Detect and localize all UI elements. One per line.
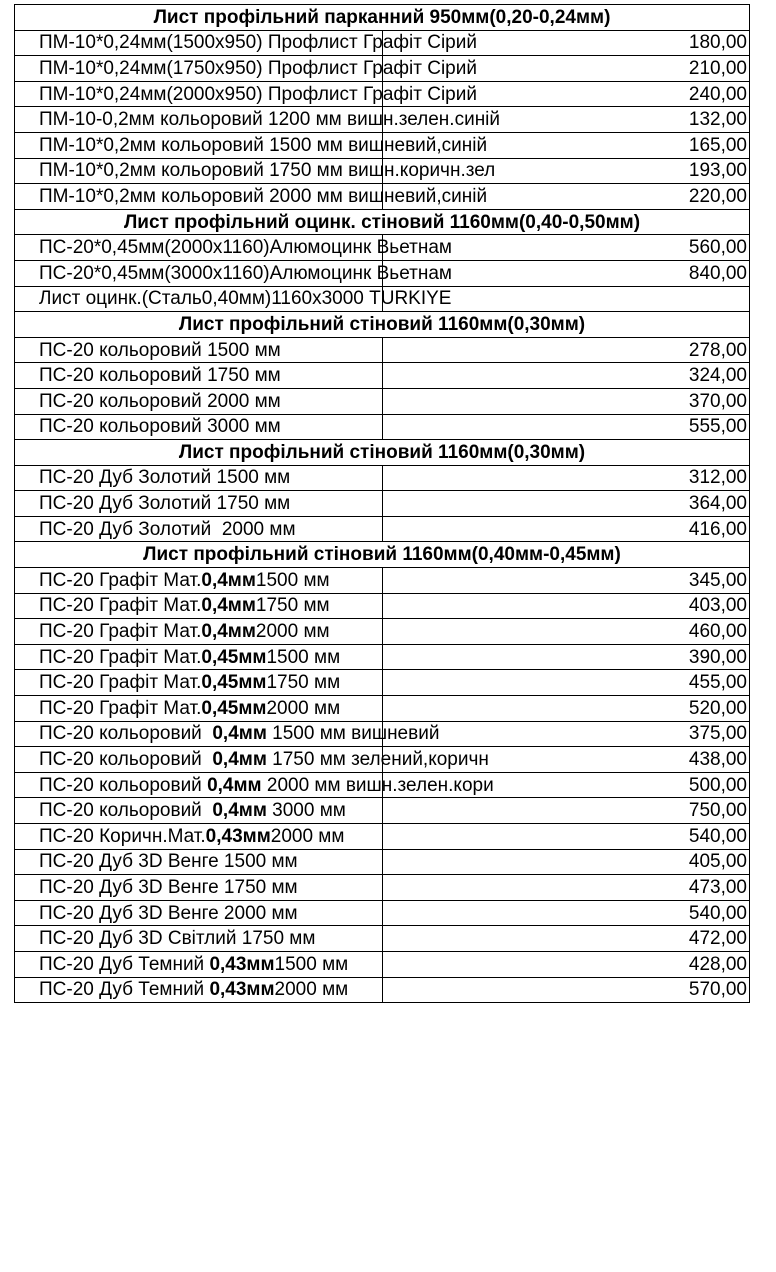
product-name-cell bbox=[15, 644, 383, 670]
table-row bbox=[15, 875, 750, 901]
product-name-text: 1500 мм вишневий bbox=[266, 723, 440, 745]
product-name-cell bbox=[15, 900, 383, 926]
table-row bbox=[15, 926, 750, 952]
product-thickness: 0,4мм bbox=[201, 621, 256, 643]
product-name-cell bbox=[15, 363, 383, 389]
product-name-cell bbox=[15, 696, 383, 722]
section-heading: Лист профільний парканний 950мм(0,20-0,24мм) bbox=[15, 5, 750, 31]
section-heading: Лист профільний стіновий 1160мм(0,40мм-0,45мм) bbox=[15, 542, 750, 568]
table-row bbox=[15, 670, 750, 696]
table-row bbox=[15, 491, 750, 517]
product-name-text: 2000 мм bbox=[270, 825, 345, 847]
product-name-cell bbox=[15, 772, 494, 798]
product-name-cell bbox=[15, 235, 452, 261]
table-row bbox=[15, 593, 750, 619]
product-name-text: ПС-20 Дуб Темний bbox=[39, 979, 210, 1001]
product-name-text: Лист оцинк.(Сталь0,40мм)1160х3000 TURKIYE bbox=[39, 288, 452, 310]
table-row bbox=[15, 465, 750, 491]
table-row bbox=[15, 107, 750, 133]
product-thickness: 0,4мм bbox=[207, 774, 262, 796]
product-thickness: 0,43мм bbox=[209, 953, 275, 975]
product-name-cell bbox=[15, 414, 383, 440]
section-heading-row bbox=[15, 440, 750, 466]
table-row bbox=[15, 798, 750, 824]
product-price-cell: 278,00 bbox=[382, 337, 750, 363]
table-row bbox=[15, 363, 750, 389]
product-name-text: ПМ-10*0,24мм(1750х950) Профлист Графіт Сірий bbox=[39, 57, 477, 79]
product-name-cell bbox=[15, 516, 383, 542]
product-name-text: ПС-20 кольоровий bbox=[39, 749, 213, 771]
product-name-text: ПМ-10*0,24мм(2000х950) Профлист Графіт Сірий bbox=[39, 83, 477, 105]
product-thickness: 0,4мм bbox=[212, 800, 267, 822]
product-name-text: ПС-20 Дуб 3D Венге 1500 мм bbox=[39, 851, 298, 873]
product-thickness: 0,4мм bbox=[212, 749, 267, 771]
product-price-cell: 540,00 bbox=[382, 824, 750, 850]
product-price-cell: 560,00 bbox=[382, 235, 750, 261]
product-name-text: ПС-20 кольоровий bbox=[39, 723, 213, 745]
product-name-cell bbox=[15, 337, 383, 363]
product-thickness: 0,4мм bbox=[201, 595, 256, 617]
product-price-cell: 370,00 bbox=[382, 388, 750, 414]
product-name-text: ПС-20 кольоровий bbox=[39, 800, 213, 822]
product-price-cell: 390,00 bbox=[382, 644, 750, 670]
table-row bbox=[15, 260, 750, 286]
product-name-text: 2000 мм вишн.зелен.кори bbox=[261, 774, 494, 796]
product-name-cell bbox=[15, 184, 488, 210]
table-row bbox=[15, 849, 750, 875]
section-heading: Лист профільний оцинк. стіновий 1160мм(0,40-0,50мм) bbox=[15, 209, 750, 235]
product-name-cell bbox=[15, 926, 383, 952]
product-price-cell: 324,00 bbox=[382, 363, 750, 389]
table-row bbox=[15, 337, 750, 363]
product-name-cell bbox=[15, 388, 383, 414]
table-row bbox=[15, 286, 750, 312]
product-price-cell: 416,00 bbox=[382, 516, 750, 542]
product-price-cell: 364,00 bbox=[382, 491, 750, 517]
product-name-cell bbox=[15, 747, 489, 773]
table-row bbox=[15, 81, 750, 107]
table-row bbox=[15, 696, 750, 722]
product-name-text: ПС-20 Дуб Золотий 2000 мм bbox=[39, 518, 296, 540]
product-name-cell bbox=[15, 286, 452, 312]
section-heading-row bbox=[15, 542, 750, 568]
table-row bbox=[15, 414, 750, 440]
product-price-cell: 840,00 bbox=[382, 260, 750, 286]
product-name-cell bbox=[15, 81, 477, 107]
product-thickness: 0,4мм bbox=[201, 569, 256, 591]
table-row bbox=[15, 30, 750, 56]
section-heading-row bbox=[15, 209, 750, 235]
table-row bbox=[15, 900, 750, 926]
table-row bbox=[15, 56, 750, 82]
product-price-cell: 312,00 bbox=[382, 465, 750, 491]
product-name-cell bbox=[15, 56, 477, 82]
product-price-cell: 403,00 bbox=[382, 593, 750, 619]
product-price-cell: 165,00 bbox=[382, 132, 750, 158]
product-price-cell: 555,00 bbox=[382, 414, 750, 440]
table-row bbox=[15, 516, 750, 542]
product-price-cell: 132,00 bbox=[382, 107, 750, 133]
table-row bbox=[15, 184, 750, 210]
table-row bbox=[15, 644, 750, 670]
section-heading: Лист профільний стіновий 1160мм(0,30мм) bbox=[15, 440, 750, 466]
product-price-cell: 438,00 bbox=[382, 747, 750, 773]
product-name-cell bbox=[15, 951, 383, 977]
product-name-text: ПС-20 Графіт Мат. bbox=[39, 646, 202, 668]
product-name-text: ПМ-10*0,24мм(1500х950) Профлист Графіт Сірий bbox=[39, 32, 477, 54]
product-name-text: 1500 мм bbox=[274, 953, 349, 975]
product-name-text: ПС-20 Дуб 3D Світлий 1750 мм bbox=[39, 928, 316, 950]
product-price-cell: 455,00 bbox=[382, 670, 750, 696]
product-name-cell bbox=[15, 619, 383, 645]
product-name-text: ПМ-10*0,2мм кольоровий 1500 мм вишневий,синій bbox=[39, 134, 488, 156]
product-name-cell bbox=[15, 977, 383, 1003]
product-name-text: ПС-20 кольоровий bbox=[39, 774, 208, 796]
table-row bbox=[15, 388, 750, 414]
product-name-cell bbox=[15, 875, 383, 901]
product-name-text: ПС-20 Графіт Мат. bbox=[39, 595, 202, 617]
product-price-cell: 220,00 bbox=[382, 184, 750, 210]
product-thickness: 0,45мм bbox=[201, 697, 267, 719]
product-price-cell: 540,00 bbox=[382, 900, 750, 926]
product-price-cell: 180,00 bbox=[382, 30, 750, 56]
table-row bbox=[15, 747, 750, 773]
product-price-cell: 460,00 bbox=[382, 619, 750, 645]
table-row bbox=[15, 132, 750, 158]
product-name-cell bbox=[15, 824, 383, 850]
product-price-cell: 500,00 bbox=[382, 772, 750, 798]
product-name-text: 2000 мм bbox=[266, 697, 341, 719]
table-row bbox=[15, 977, 750, 1003]
product-name-text: ПМ-10-0,2мм кольоровий 1200 мм вишн.зелен.синій bbox=[39, 109, 501, 131]
product-name-cell bbox=[15, 798, 383, 824]
table-row bbox=[15, 721, 750, 747]
product-name-text: ПС-20 Графіт Мат. bbox=[39, 621, 202, 643]
product-thickness: 0,43мм bbox=[209, 979, 275, 1001]
product-name-cell bbox=[15, 491, 383, 517]
product-price-cell: 473,00 bbox=[382, 875, 750, 901]
product-name-text: ПС-20 Дуб Золотий 1750 мм bbox=[39, 493, 291, 515]
product-name-cell bbox=[15, 107, 501, 133]
price-list-body bbox=[15, 5, 750, 1003]
product-name-text: ПС-20 Графіт Мат. bbox=[39, 697, 202, 719]
product-price-cell: 428,00 bbox=[382, 951, 750, 977]
product-name-text: 1500 мм bbox=[266, 646, 341, 668]
product-name-text: 1750 мм bbox=[266, 672, 341, 694]
product-name-text: ПС-20 кольоровий 1750 мм bbox=[39, 365, 281, 387]
table-row bbox=[15, 824, 750, 850]
product-name-text: ПС-20 Дуб Золотий 1500 мм bbox=[39, 467, 291, 489]
section-heading-row bbox=[15, 312, 750, 338]
price-list-table bbox=[14, 4, 750, 1003]
product-name-cell bbox=[15, 849, 383, 875]
table-row bbox=[15, 772, 750, 798]
product-name-cell bbox=[15, 593, 383, 619]
section-heading: Лист профільний стіновий 1160мм(0,30мм) bbox=[15, 312, 750, 338]
product-name-cell bbox=[15, 132, 488, 158]
product-name-text: ПС-20 Коричн.Мат. bbox=[39, 825, 206, 847]
product-name-cell bbox=[15, 568, 383, 594]
product-name-text: ПС-20 кольоровий 2000 мм bbox=[39, 390, 281, 412]
product-name-text: ПС-20 Дуб 3D Венге 2000 мм bbox=[39, 902, 298, 924]
product-price-cell: 520,00 bbox=[382, 696, 750, 722]
table-row bbox=[15, 619, 750, 645]
table-row bbox=[15, 158, 750, 184]
product-price-cell: 193,00 bbox=[382, 158, 750, 184]
product-price-cell: 405,00 bbox=[382, 849, 750, 875]
product-price-cell: 240,00 bbox=[382, 81, 750, 107]
product-name-text: 2000 мм bbox=[255, 621, 330, 643]
product-name-text: ПС-20 Графіт Мат. bbox=[39, 569, 202, 591]
table-row bbox=[15, 568, 750, 594]
table-row bbox=[15, 951, 750, 977]
product-name-cell bbox=[15, 465, 383, 491]
section-heading-row bbox=[15, 5, 750, 31]
product-name-cell bbox=[15, 670, 383, 696]
product-price-cell: 750,00 bbox=[382, 798, 750, 824]
product-price-cell: 570,00 bbox=[382, 977, 750, 1003]
product-price-cell: 210,00 bbox=[382, 56, 750, 82]
product-name-cell bbox=[15, 721, 440, 747]
product-thickness: 0,45мм bbox=[201, 672, 267, 694]
product-name-text: ПС-20 Дуб 3D Венге 1750 мм bbox=[39, 876, 298, 898]
product-name-cell bbox=[15, 158, 496, 184]
product-price-cell: 375,00 bbox=[382, 721, 750, 747]
product-thickness: 0,45мм bbox=[201, 646, 267, 668]
product-name-text: ПМ-10*0,2мм кольоровий 2000 мм вишневий,синій bbox=[39, 185, 488, 207]
product-name-text: ПС-20*0,45мм(3000х1160)Алюмоцинк Вьетнам bbox=[39, 262, 452, 284]
product-price-cell: 345,00 bbox=[382, 568, 750, 594]
table-row bbox=[15, 235, 750, 261]
product-name-text: ПС-20 Графіт Мат. bbox=[39, 672, 202, 694]
product-name-text: ПС-20 кольоровий 3000 мм bbox=[39, 416, 281, 438]
product-name-text: 1500 мм bbox=[255, 569, 330, 591]
product-name-text: ПС-20 Дуб Темний bbox=[39, 953, 210, 975]
product-name-cell bbox=[15, 30, 477, 56]
product-thickness: 0,43мм bbox=[205, 825, 271, 847]
product-name-text: ПМ-10*0,2мм кольоровий 1750 мм вишн.коричн.зел bbox=[39, 160, 496, 182]
product-name-text: 3000 мм bbox=[266, 800, 346, 822]
product-name-text: ПС-20*0,45мм(2000х1160)Алюмоцинк Вьетнам bbox=[39, 237, 452, 259]
product-price-cell: 472,00 bbox=[382, 926, 750, 952]
product-thickness: 0,4мм bbox=[212, 723, 267, 745]
product-name-text: 2000 мм bbox=[274, 979, 349, 1001]
product-name-text: 1750 мм bbox=[255, 595, 330, 617]
product-name-cell bbox=[15, 260, 452, 286]
product-name-text: 1750 мм зелений,коричн bbox=[266, 749, 489, 771]
product-name-text: ПС-20 кольоровий 1500 мм bbox=[39, 339, 281, 361]
